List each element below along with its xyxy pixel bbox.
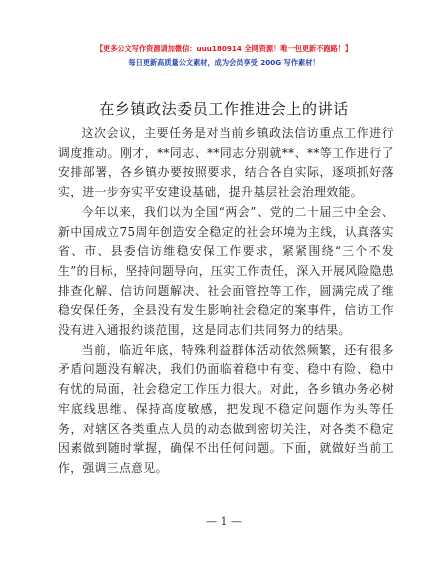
document-body <box>58 124 394 479</box>
promo-banner-line-2: 每日更新高质量公文素材，成为会员享受 200G 写作素材！ <box>128 58 320 67</box>
body-paragraph-2: 今年以来，我们以为全国“两会”、党的二十届三中全会、新中国成立75周年创造安全稳定的社会环境为主线，认真落实省、市、县委信访维稳安保工作要求，紧紧围绕“三个不发生”的目标，坚持问题导向，压实工作责任，深入开展风险隐患排查化解、信访问题解决、社会面管控等工作，圆满完成了维稳安保任务，全县没有发生影响社会稳定的案事件，信访工作没有进入通报约谈范围，这是同志们共同努力的结果。 <box>58 204 394 338</box>
body-paragraph-1: 这次会议，主要任务是对当前乡镇政法信访重点工作进行调度推动。刚才，**同志、**同志分别就**、**等工作进行了安排部署，各乡镇办要按照要求，结合各自实际，逐项抓好落实，进一步夯实平安建设基础，提升基层社会治理效能。 <box>58 126 394 200</box>
promo-banner-line-1: 【更多公文写作资源请加微信：uuu180914 全网资源！唯一包更新不跑路！】 <box>95 44 353 53</box>
page-number: — 1 — <box>206 515 242 528</box>
body-paragraph-3: 当前，临近年底，特殊利益群体活动依然频繁，还有很多矛盾问题没有解决，我们仍面临着稳中有变、稳中有险、稳中有忧的局面，社会稳定工作压力很大。对此，各乡镇办务必树牢底线思维、保持高度敏感，把发现不稳定问题作为头等任务，对辖区各类重点人员的动态做到密切关注，对各类不稳定因素做到随时掌握，确保不出任何问题。下面，就做好当前工作，强调三点意见。 <box>58 342 394 475</box>
document-title: 在乡镇政法委员工作推进会上的讲话 <box>99 100 349 118</box>
